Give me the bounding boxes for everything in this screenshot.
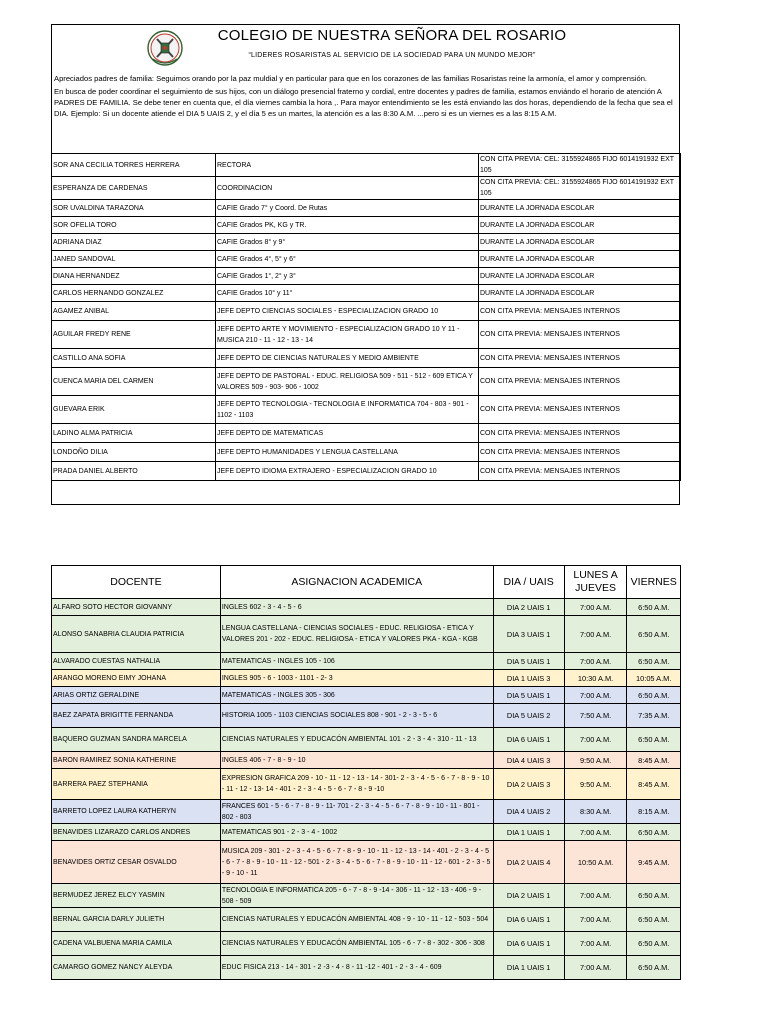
time-mon-thu: 7:00 A.M.: [564, 932, 627, 956]
teacher-name: BAEZ ZAPATA BRIGITTE FERNANDA: [52, 704, 221, 728]
schedule-row: [52, 769, 681, 800]
time-friday: 6:50 A.M.: [627, 599, 681, 616]
day-uais: DIA 2 UAIS 4: [493, 841, 564, 884]
schedule-row: [52, 800, 681, 824]
time-friday: 8:15 A.M.: [627, 800, 681, 824]
day-uais: DIA 2 UAIS 1: [493, 599, 564, 616]
time-friday: 6:50 A.M.: [627, 616, 681, 653]
time-friday: 7:35 A.M.: [627, 704, 681, 728]
day-uais: DIA 6 UAIS 1: [493, 932, 564, 956]
info-box: [51, 24, 680, 505]
time-mon-thu: 9:50 A.M.: [564, 769, 627, 800]
teacher-name: BERNAL GARCIA DARLY JULIETH: [52, 908, 221, 932]
time-friday: 6:50 A.M.: [627, 908, 681, 932]
teacher-name: ALFARO SOTO HECTOR GIOVANNY: [52, 599, 221, 616]
time-friday: 8:45 A.M.: [627, 769, 681, 800]
academic-assignment: TECNOLOGIA E INFORMATICA 205 - 6 - 7 - 8 - 9 -14 - 306 - 11 - 12 - 13 - 406 - 9 - 508 - 509: [220, 884, 493, 908]
time-mon-thu: 7:00 A.M.: [564, 653, 627, 670]
day-uais: DIA 1 UAIS 1: [493, 956, 564, 980]
staff-role: CAFIE Grados 8° y 9°: [216, 234, 479, 251]
staff-contact: CON CITA PREVIA: MENSAJES INTERNOS: [479, 424, 681, 443]
staff-name: ADRIANA DIAZ: [52, 234, 216, 251]
staff-contact: CON CITA PREVIA: MENSAJES INTERNOS: [479, 462, 681, 481]
staff-name: JANED SANDOVAL: [52, 251, 216, 268]
time-mon-thu: 7:00 A.M.: [564, 884, 627, 908]
schedule-row: [52, 616, 681, 653]
schedule-row: [52, 908, 681, 932]
staff-name: LADINO ALMA PATRICIA: [52, 424, 216, 443]
academic-assignment: EXPRESION GRAFICA 209 - 10 - 11 - 12 - 13 - 14 - 301- 2 - 3 - 4 - 5 - 6 - 7 - 8 - 9 - 10 - 11 - 12 - 13- 14 - 401 - 2 - 3 - 4 - 5 - 6 - 7 - 8 - 9 -10: [220, 769, 493, 800]
staff-row: [52, 368, 681, 396]
academic-assignment: FRANCES 601 - 5 - 6 - 7 - 8 - 9 - 11- 701 - 2 - 3 - 4 - 5 - 6 - 7 - 8 - 9 - 10 - 11 - 801 - 802 - 803: [220, 800, 493, 824]
staff-role: JEFE DEPTO HUMANIDADES Y LENGUA CASTELLANA: [216, 443, 479, 462]
time-mon-thu: 7:00 A.M.: [564, 616, 627, 653]
staff-role: CAFIE Grados 4°, 5° y 6°: [216, 251, 479, 268]
academic-assignment: MATEMATICAS 901 - 2 - 3 - 4 - 1002: [220, 824, 493, 841]
staff-name: LONDOÑO DILIA: [52, 443, 216, 462]
time-mon-thu: 7:50 A.M.: [564, 704, 627, 728]
header-lunes-jueves: LUNES A JUEVES: [564, 566, 627, 599]
academic-assignment: LENGUA CASTELLANA - CIENCIAS SOCIALES - EDUC. RELIGIOSA - ETICA Y VALORES 201 - 202 - EDUC. RELIGIOSA - ETICA Y VALORES PKA - KGA - KGB: [220, 616, 493, 653]
staff-role: JEFE DEPTO CIENCIAS SOCIALES - ESPECIALIZACION GRADO 10: [216, 302, 479, 321]
day-uais: DIA 5 UAIS 1: [493, 653, 564, 670]
academic-assignment: MUSICA 209 - 301 - 2 - 3 - 4 - 5 - 6 - 7 - 8 - 9 - 10 - 11 - 12 - 13 - 14 - 401 - 2 - 3 - 4 - 5 - 6 - 7 - 8 - 9 - 10 - 11 - 12 - 501 - 2 - 3 - 4 - 5 - 6 - 7 - 8 - 9 - 10 - 11 - 12 - 601 - 2 - 3 - 5 - 9 - 10 - 11: [220, 841, 493, 884]
time-friday: 8:45 A.M.: [627, 752, 681, 769]
day-uais: DIA 1 UAIS 3: [493, 670, 564, 687]
staff-row: [52, 268, 681, 285]
day-uais: DIA 5 UAIS 1: [493, 687, 564, 704]
schedule-row: [52, 841, 681, 884]
schedule-row: [52, 752, 681, 769]
staff-name: CUENCA MARIA DEL CARMEN: [52, 368, 216, 396]
staff-row: [52, 396, 681, 424]
document-header: [52, 25, 679, 73]
staff-contact: CON CITA PREVIA: MENSAJES INTERNOS: [479, 396, 681, 424]
staff-role: JEFE DEPTO IDIOMA EXTRAJERO - ESPECIALIZACION GRADO 10: [216, 462, 479, 481]
staff-contact: CON CITA PREVIA: CEL: 3155924865 FIJO 6014191932 EXT 105: [479, 154, 681, 177]
academic-assignment: CIENCIAS NATURALES Y EDUCACÓN AMBIENTAL 105 - 6 - 7 - 8 - 302 - 306 - 308: [220, 932, 493, 956]
staff-contact: CON CITA PREVIA: MENSAJES INTERNOS: [479, 349, 681, 368]
day-uais: DIA 2 UAIS 3: [493, 769, 564, 800]
day-uais: DIA 6 UAIS 1: [493, 908, 564, 932]
schedule-row: [52, 670, 681, 687]
staff-row: [52, 349, 681, 368]
schedule-table: [51, 565, 681, 980]
time-mon-thu: 8:30 A.M.: [564, 800, 627, 824]
schedule-row: [52, 884, 681, 908]
staff-role: CAFIE Grados PK, KG y TR.: [216, 217, 479, 234]
time-friday: 6:50 A.M.: [627, 728, 681, 752]
staff-role: COORDINACION: [216, 177, 479, 200]
academic-assignment: HISTORIA 1005 - 1103 CIENCIAS SOCIALES 808 - 901 - 2 - 3 - 5 - 6: [220, 704, 493, 728]
staff-row: [52, 424, 681, 443]
time-mon-thu: 7:00 A.M.: [564, 599, 627, 616]
schedule-row: [52, 653, 681, 670]
academic-assignment: CIENCIAS NATURALES Y EDUCACÓN AMBIENTAL 408 - 9 - 10 - 11 - 12 - 503 - 504: [220, 908, 493, 932]
teacher-name: BARRERA PAEZ STEPHANIA: [52, 769, 221, 800]
staff-name: PRADA DANIEL ALBERTO: [52, 462, 216, 481]
teacher-name: BENAVIDES ORTIZ CESAR OSVALDO: [52, 841, 221, 884]
teacher-name: BAQUERO GUZMAN SANDRA MARCELA: [52, 728, 221, 752]
teacher-name: BARON RAMIREZ SONIA KATHERINE: [52, 752, 221, 769]
staff-role: CAFIE Grados 1°, 2° y 3°: [216, 268, 479, 285]
staff-row: [52, 321, 681, 349]
staff-row: [52, 217, 681, 234]
teacher-name: BARRETO LOPEZ LAURA KATHERYN: [52, 800, 221, 824]
intro-paragraph-1: Apreciados padres de familia: Seguimos orando por la paz muldial y en particular para que en los corazones de las familias Rosaristas reine la armonía, el amor y comprensión.: [54, 74, 648, 83]
staff-contact: DURANTE LA JORNADA ESCOLAR: [479, 268, 681, 285]
schedule-row: [52, 728, 681, 752]
time-mon-thu: 9:50 A.M.: [564, 752, 627, 769]
time-friday: 9:45 A.M.: [627, 841, 681, 884]
staff-contact: DURANTE LA JORNADA ESCOLAR: [479, 200, 681, 217]
time-mon-thu: 7:00 A.M.: [564, 824, 627, 841]
teacher-name: CADENA VALBUENA MARIA CAMILA: [52, 932, 221, 956]
staff-role: JEFE DEPTO DE MATEMATICAS: [216, 424, 479, 443]
time-friday: 6:50 A.M.: [627, 956, 681, 980]
staff-contact: DURANTE LA JORNADA ESCOLAR: [479, 234, 681, 251]
time-mon-thu: 7:00 A.M.: [564, 908, 627, 932]
staff-name: DIANA HERNANDEZ: [52, 268, 216, 285]
staff-row: [52, 443, 681, 462]
academic-assignment: EDUC FISICA 213 - 14 - 301 - 2 -3 - 4 - 8 - 11 -12 - 401 - 2 - 3 - 4 - 609: [220, 956, 493, 980]
staff-contact: CON CITA PREVIA: MENSAJES INTERNOS: [479, 443, 681, 462]
schedule-row: [52, 687, 681, 704]
staff-role: JEFE DEPTO TECNOLOGIA - TECNOLOGIA E INFORMATICA 704 - 803 - 901 - 1102 - 1103: [216, 396, 479, 424]
schedule-row: [52, 956, 681, 980]
staff-row: [52, 302, 681, 321]
day-uais: DIA 4 UAIS 3: [493, 752, 564, 769]
school-motto: “LIDERES ROSARISTAS AL SERVICIO DE LA SOCIEDAD PARA UN MUNDO MEJOR”: [248, 52, 536, 59]
teacher-name: ARANGO MORENO EIMY JOHANA: [52, 670, 221, 687]
time-mon-thu: 7:00 A.M.: [564, 687, 627, 704]
staff-contact: CON CITA PREVIA: MENSAJES INTERNOS: [479, 302, 681, 321]
day-uais: DIA 4 UAIS 2: [493, 800, 564, 824]
teacher-name: ALONSO SANABRIA CLAUDIA PATRICIA: [52, 616, 221, 653]
day-uais: DIA 5 UAIS 2: [493, 704, 564, 728]
staff-name: SOR ANA CECILIA TORRES HERRERA: [52, 154, 216, 177]
time-friday: 10:05 A.M.: [627, 670, 681, 687]
staff-contact: CON CITA PREVIA: CEL: 3155924865 FIJO 6014191932 EXT 105: [479, 177, 681, 200]
day-uais: DIA 3 UAIS 1: [493, 616, 564, 653]
time-friday: 6:50 A.M.: [627, 824, 681, 841]
day-uais: DIA 6 UAIS 1: [493, 728, 564, 752]
schedule-row: [52, 824, 681, 841]
academic-assignment: MATEMATICAS - INGLES 105 - 106: [220, 653, 493, 670]
staff-role: JEFE DEPTO ARTE Y MOVIMIENTO - ESPECIALIZACION GRADO 10 Y 11 - MUSICA 210 - 11 - 12 - 13 - 14: [216, 321, 479, 349]
staff-contact: DURANTE LA JORNADA ESCOLAR: [479, 217, 681, 234]
staff-role: CAFIE Grados 10° y 11°: [216, 285, 479, 302]
academic-assignment: MATEMATICAS - INGLES 305 - 306: [220, 687, 493, 704]
header-dia-uais: DIA / UAIS: [493, 566, 564, 599]
schedule-row: [52, 704, 681, 728]
staff-name: AGAMEZ ANIBAL: [52, 302, 216, 321]
teacher-name: BENAVIDES LIZARAZO CARLOS ANDRES: [52, 824, 221, 841]
time-friday: 6:50 A.M.: [627, 884, 681, 908]
time-friday: 6:50 A.M.: [627, 932, 681, 956]
staff-name: SOR OFELIA TORO: [52, 217, 216, 234]
header-docente: DOCENTE: [52, 566, 221, 599]
header-asignacion: ASIGNACION ACADEMICA: [220, 566, 493, 599]
academic-assignment: INGLES 406 - 7 - 8 - 9 - 10: [220, 752, 493, 769]
schedule-row: [52, 932, 681, 956]
schedule-header-row: [52, 566, 681, 599]
day-uais: DIA 2 UAIS 1: [493, 884, 564, 908]
staff-name: GUEVARA ERIK: [52, 396, 216, 424]
time-friday: 6:50 A.M.: [627, 653, 681, 670]
time-friday: 6:50 A.M.: [627, 687, 681, 704]
staff-table: [51, 153, 681, 481]
header-viernes: VIERNES: [627, 566, 681, 599]
staff-row: [52, 154, 681, 177]
staff-contact: CON CITA PREVIA: MENSAJES INTERNOS: [479, 368, 681, 396]
academic-assignment: INGLES 602 - 3 - 4 - 5 - 6: [220, 599, 493, 616]
staff-name: AGUILAR FREDY RENE: [52, 321, 216, 349]
time-mon-thu: 7:00 A.M.: [564, 728, 627, 752]
time-mon-thu: 10:30 A.M.: [564, 670, 627, 687]
staff-role: JEFE DEPTO DE CIENCIAS NATURALES Y MEDIO AMBIENTE: [216, 349, 479, 368]
intro-paragraph-2: En busca de poder coordinar el seguimiento de sus hijos, con un diálogo presencial fraterno y cordial, entre docentes y padres de familia, estamos enviándo el horario de atención A PADRES DE FAMILIA. Se debe tener en cuenta que, el día viernes cambia la hora ,. Para mayor entendimiento se les está enviando las dos horas, dependiendo de la fecha que sea el DIA. Ejemplo: Si un docente atiende el DIA 5 UAIS 2, y el día 5 es un martes, la atención es a las 8:30 A.M. ...pero si es un viernes es a las 8:15 A.M.: [54, 87, 673, 118]
day-uais: DIA 1 UAIS 1: [493, 824, 564, 841]
staff-contact: DURANTE LA JORNADA ESCOLAR: [479, 251, 681, 268]
staff-row: [52, 177, 681, 200]
staff-row: [52, 200, 681, 217]
school-crest-icon: [147, 29, 183, 67]
teacher-name: ALVARADO CUESTAS NATHALIA: [52, 653, 221, 670]
staff-row: [52, 462, 681, 481]
time-mon-thu: 10:50 A.M.: [564, 841, 627, 884]
staff-role: CAFIE Grado 7° y Coord. De Rutas: [216, 200, 479, 217]
staff-row: [52, 285, 681, 302]
staff-row: [52, 251, 681, 268]
staff-name: SOR UVALDINA TARAZONA: [52, 200, 216, 217]
staff-name: CARLOS HERNANDO GONZALEZ: [52, 285, 216, 302]
schedule-row: [52, 599, 681, 616]
staff-role: JEFE DEPTO DE PASTORAL - EDUC. RELIGIOSA 509 - 511 - 512 - 609 ETICA Y VALORES 509 - 903- 906 - 1002: [216, 368, 479, 396]
staff-name: ESPERANZA DE CARDENAS: [52, 177, 216, 200]
staff-contact: CON CITA PREVIA: MENSAJES INTERNOS: [479, 321, 681, 349]
teacher-name: CAMARGO GOMEZ NANCY ALEYDA: [52, 956, 221, 980]
staff-name: CASTILLO ANA SOFIA: [52, 349, 216, 368]
time-mon-thu: 7:00 A.M.: [564, 956, 627, 980]
staff-role: RECTORA: [216, 154, 479, 177]
academic-assignment: INGLES 905 - 6 - 1003 - 1101 - 2- 3: [220, 670, 493, 687]
staff-row: [52, 234, 681, 251]
academic-assignment: CIENCIAS NATURALES Y EDUCACÓN AMBIENTAL 101 - 2 - 3 - 4 - 310 - 11 - 13: [220, 728, 493, 752]
staff-contact: DURANTE LA JORNADA ESCOLAR: [479, 285, 681, 302]
page-title: COLEGIO DE NUESTRA SEÑORA DEL ROSARIO: [217, 27, 567, 44]
teacher-name: BERMUDEZ JEREZ ELCY YASMIN: [52, 884, 221, 908]
teacher-name: ARIAS ORTIZ GERALDINE: [52, 687, 221, 704]
